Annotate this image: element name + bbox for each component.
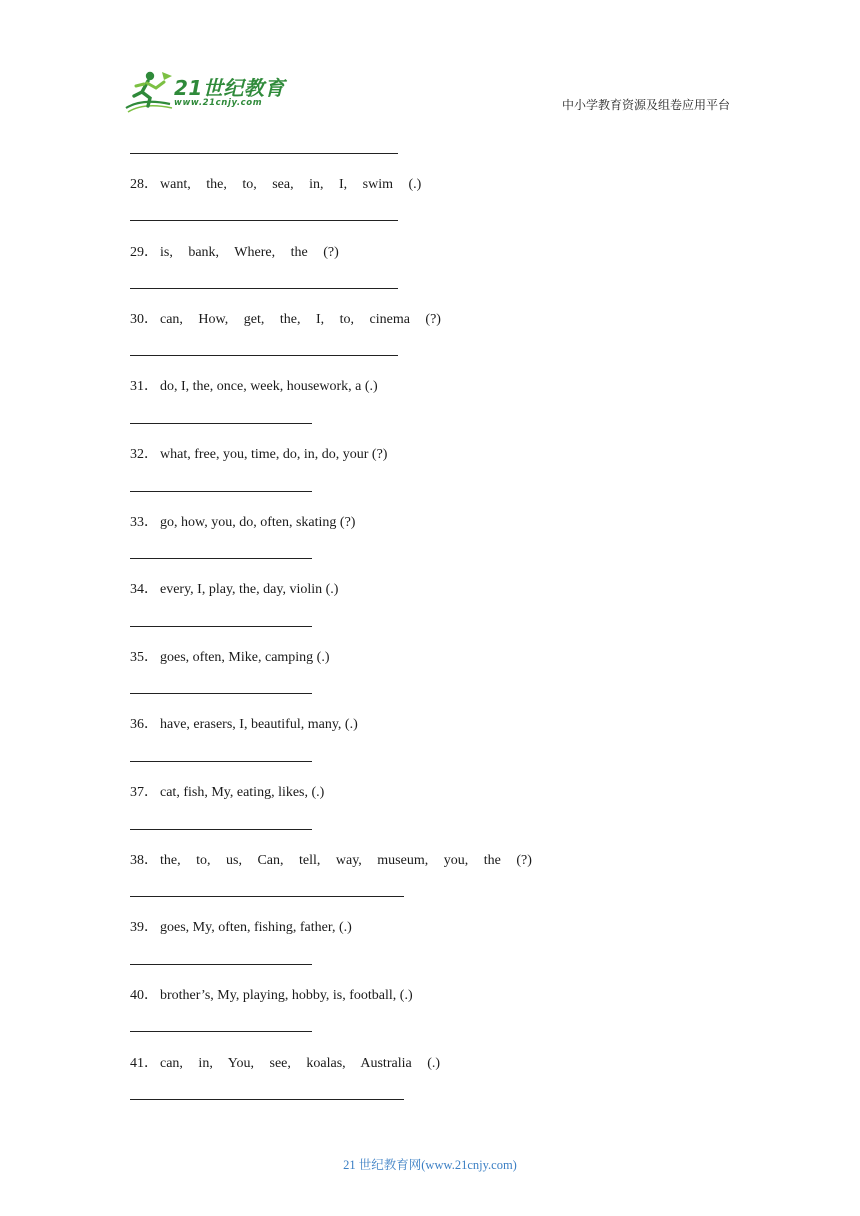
question-34	[130, 578, 338, 598]
question-number: 30．	[130, 312, 158, 327]
question-39	[130, 916, 352, 936]
question-words: brother’s, My, playing, hobby, is, football, (.)	[160, 988, 413, 1003]
page-header	[0, 0, 860, 130]
question-words: the, to, us, Can, tell, way, museum, you, the (?)	[160, 853, 532, 868]
question-number: 40．	[130, 988, 158, 1003]
answer-line[interactable]	[130, 558, 312, 559]
site-logo[interactable]	[122, 66, 292, 116]
question-37	[130, 781, 324, 801]
question-32	[130, 443, 387, 463]
question-words: can, How, get, the, I, to, cinema (?)	[160, 312, 441, 327]
question-number: 35．	[130, 650, 158, 665]
question-number: 36．	[130, 717, 158, 732]
question-words: go, how, you, do, often, skating (?)	[160, 515, 356, 530]
answer-line[interactable]	[130, 761, 312, 762]
logo-url: www.21cnjy.com	[174, 98, 263, 108]
question-number: 37．	[130, 785, 158, 800]
question-number: 33．	[130, 515, 158, 530]
question-35	[130, 646, 330, 666]
question-29	[130, 241, 339, 261]
question-words: want, the, to, sea, in, I, swim (.)	[160, 177, 422, 192]
question-number: 28．	[130, 177, 158, 192]
question-number: 41．	[130, 1056, 158, 1071]
question-33	[130, 511, 355, 531]
question-30	[130, 308, 441, 328]
question-words: have, erasers, I, beautiful, many, (.)	[160, 717, 358, 732]
answer-line[interactable]	[130, 491, 312, 492]
question-number: 32．	[130, 447, 158, 462]
answer-line[interactable]	[130, 220, 398, 221]
page-footer[interactable]: 21 世纪教育网(www.21cnjy.com)	[343, 1158, 517, 1172]
answer-line[interactable]	[130, 626, 312, 627]
answer-line[interactable]	[130, 153, 398, 154]
logo-title: 21世纪教育	[174, 76, 285, 100]
question-41	[130, 1052, 440, 1072]
question-words: goes, My, often, fishing, father, (.)	[160, 920, 352, 935]
question-words: goes, often, Mike, camping (.)	[160, 650, 330, 665]
question-words: is, bank, Where, the (?)	[160, 245, 339, 260]
question-number: 29．	[130, 245, 158, 260]
question-number: 31．	[130, 379, 158, 394]
question-number: 38．	[130, 853, 158, 868]
answer-line[interactable]	[130, 1031, 312, 1032]
question-number: 39．	[130, 920, 158, 935]
answer-line[interactable]	[130, 423, 312, 424]
question-36	[130, 713, 358, 733]
header-tagline: 中小学教育资源及组卷应用平台	[561, 98, 730, 112]
answer-line[interactable]	[130, 288, 398, 289]
question-31	[130, 375, 378, 395]
question-40	[130, 984, 413, 1004]
question-words: every, I, play, the, day, violin (.)	[160, 582, 339, 597]
answer-line[interactable]	[130, 1099, 404, 1100]
answer-line[interactable]	[130, 355, 398, 356]
question-number: 34．	[130, 582, 158, 597]
runner-logo-icon	[122, 68, 174, 114]
answer-line[interactable]	[130, 693, 312, 694]
answer-line[interactable]	[130, 896, 404, 897]
question-38	[130, 849, 532, 869]
answer-line[interactable]	[130, 964, 312, 965]
question-words: what, free, you, time, do, in, do, your (?)	[160, 447, 388, 462]
question-words: do, I, the, once, week, housework, a (.)	[160, 379, 378, 394]
question-28	[130, 173, 421, 193]
answer-line[interactable]	[130, 829, 312, 830]
question-words: can, in, You, see, koalas, Australia (.)	[160, 1056, 441, 1071]
question-words: cat, fish, My, eating, likes, (.)	[160, 785, 325, 800]
